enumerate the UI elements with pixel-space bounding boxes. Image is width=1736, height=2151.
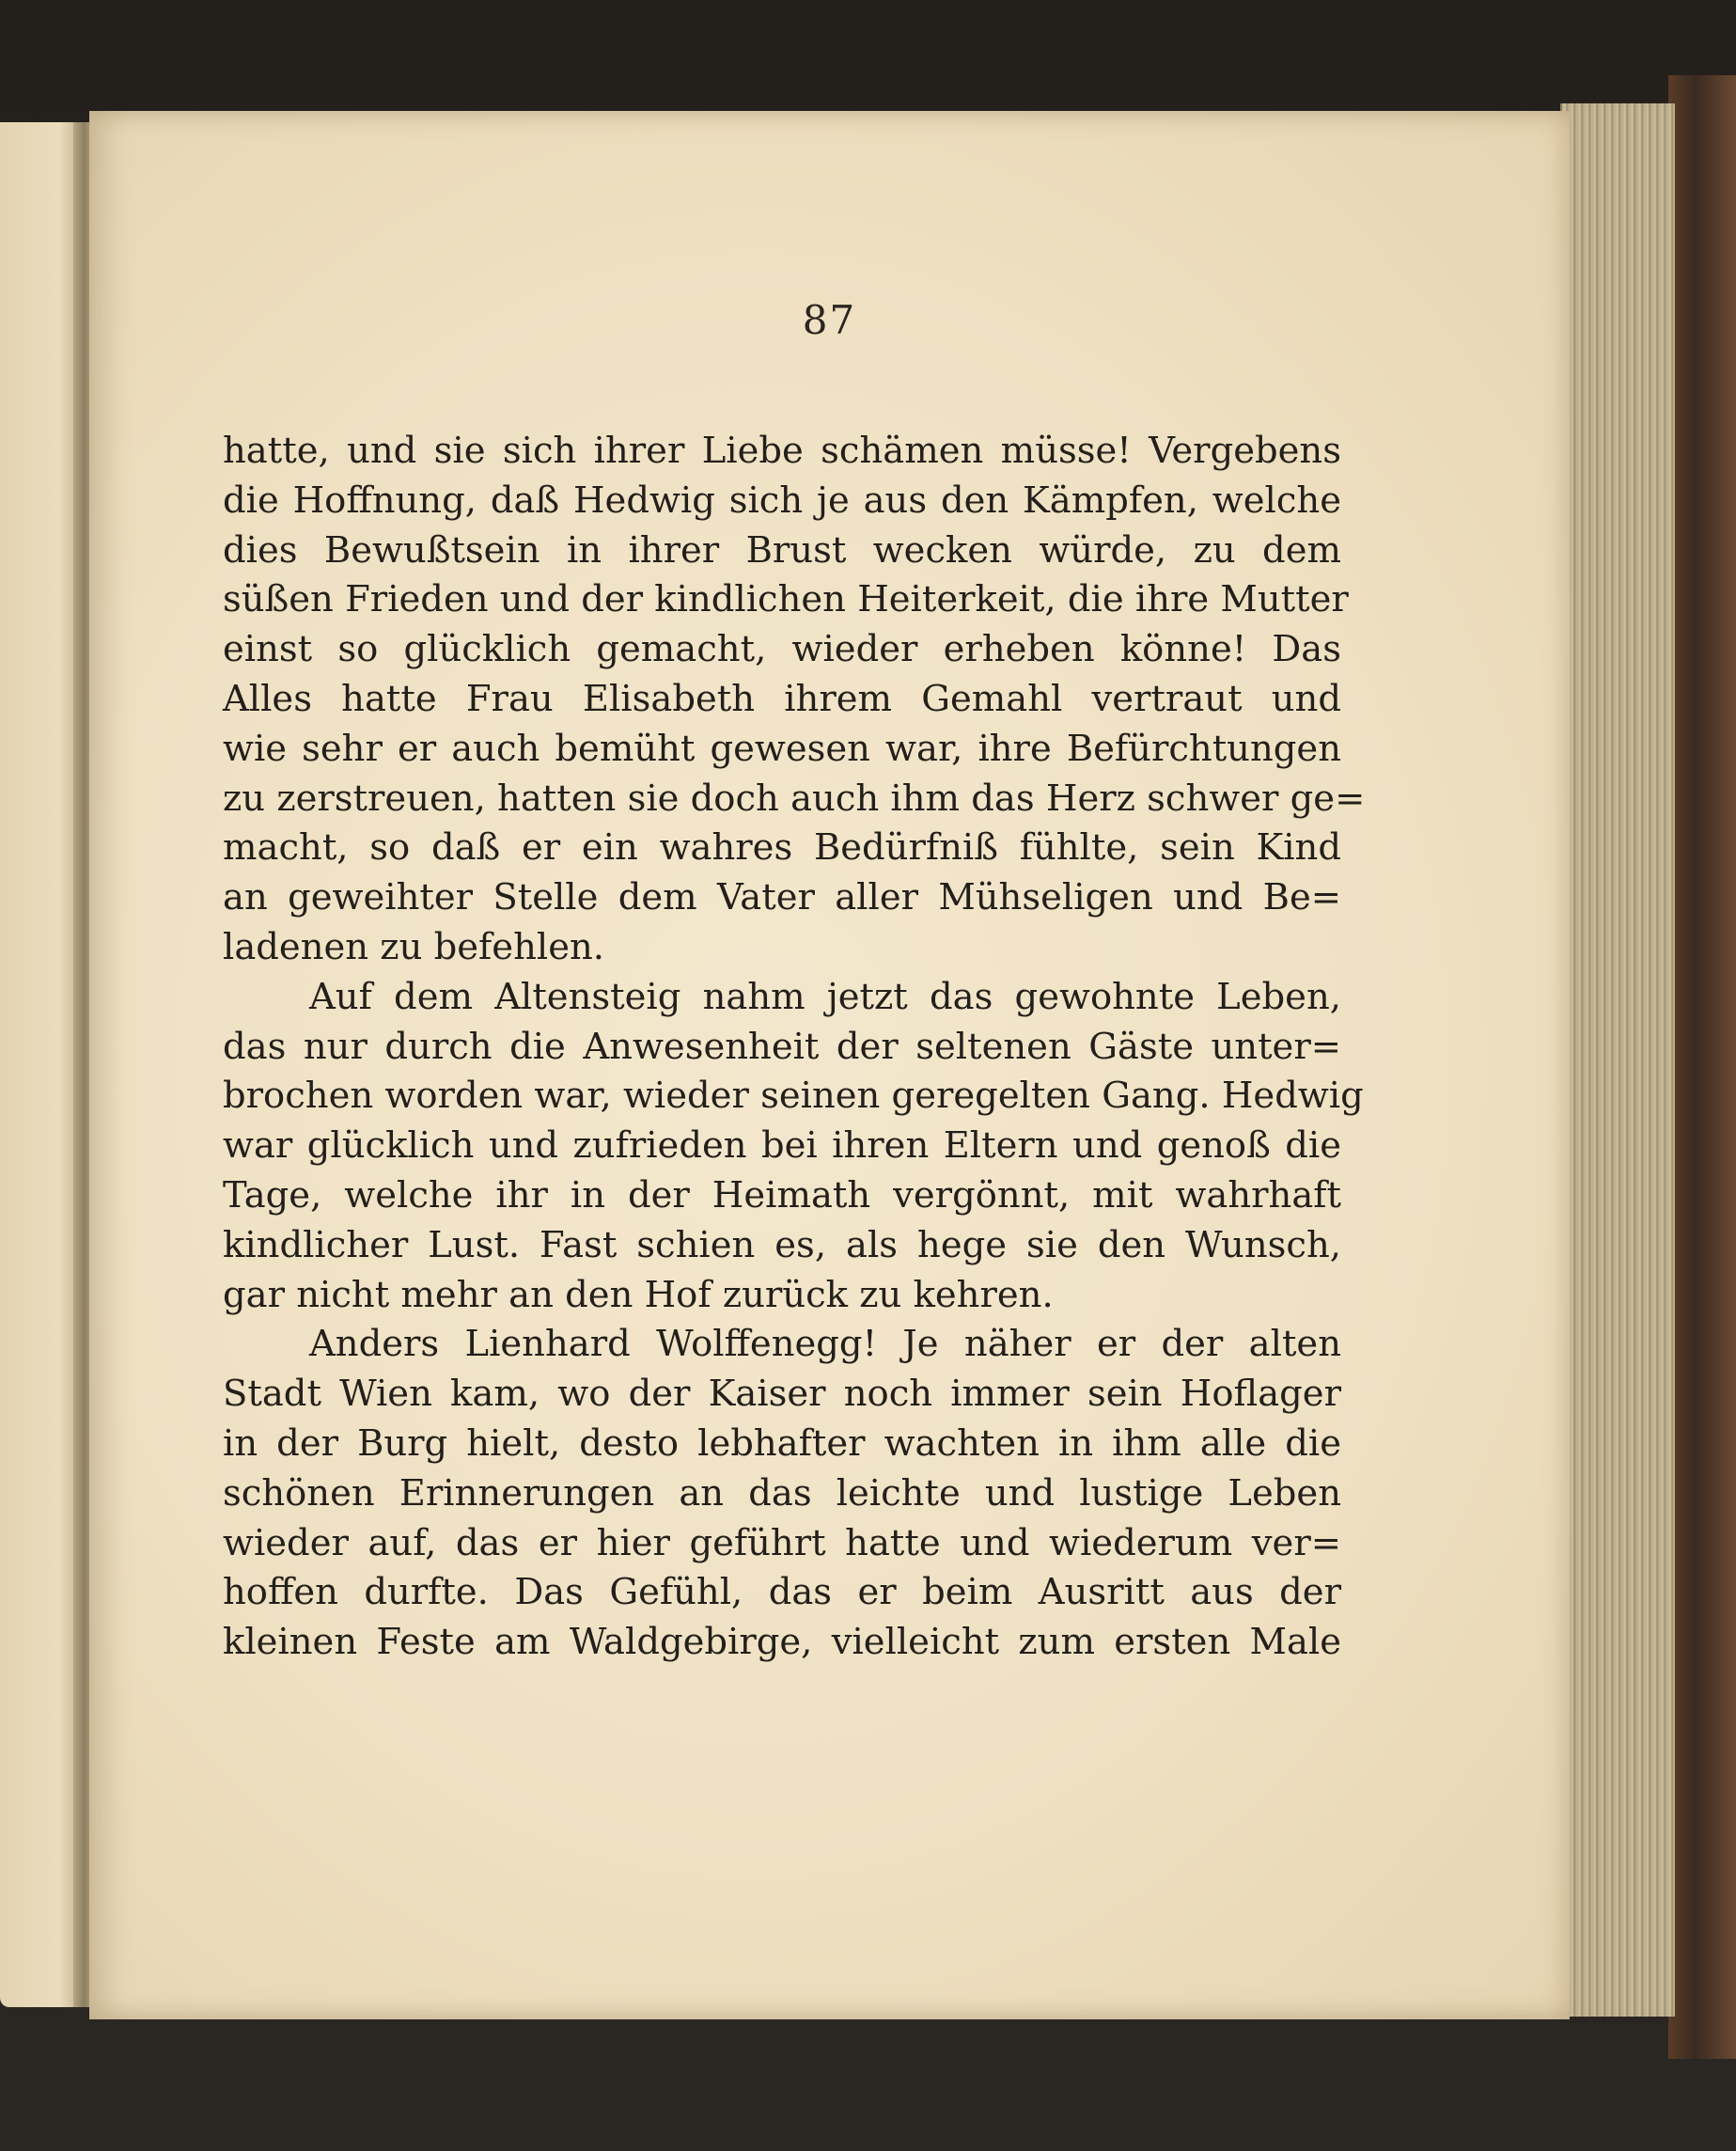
text-line: in der Burg hielt, desto lebhafter wachten in ihm alle die [223,1421,1341,1465]
text-line: Tage, welche ihr in der Heimath vergönnt, mit wahrhaft [223,1173,1341,1217]
text-line: einst so glücklich gemacht, wieder erheben könne! Das [223,628,1341,671]
text-line: gar nicht mehr an den Hof zurück zu kehren. [223,1273,1054,1316]
page-block-edge [1560,103,1675,2017]
body-text [223,427,1366,1668]
text-line: zu zerstreuen, hatten sie doch auch ihm das Herz schwer ge= [223,777,1366,820]
text-line: Alles hatte Frau Elisabeth ihrem Gemahl vertraut und [223,677,1341,720]
text-line: kindlicher Lust. Fast schien es, als hege sie den Wunsch, [223,1223,1341,1266]
text-line: ladenen zu befehlen. [223,925,605,968]
text-line: an geweihter Stelle dem Vater aller Mühseligen und Be= [223,876,1341,919]
text-line: kleinen Feste am Waldgebirge, vielleicht zum ersten Male [223,1621,1341,1664]
text-line: hoffen durfte. Das Gefühl, das er beim Ausritt aus der [223,1571,1341,1614]
text-line: dies Bewußtsein in ihrer Brust wecken würde, zu dem [223,528,1341,572]
text-line: brochen worden war, wieder seinen geregelten Gang. Hedwig [223,1075,1364,1118]
book-cover-edge [1668,75,1736,2059]
text-line: hatte, und sie sich ihrer Liebe schämen müsse! Vergebens [223,430,1341,472]
book-page [89,111,1570,2019]
paragraph-start-line: Auf dem Altensteig nahm jetzt das gewohnte Leben, [309,975,1341,1018]
text-line: war glücklich und zufrieden bei ihren Eltern und genoß die [223,1124,1341,1168]
page-number: 87 [802,297,857,343]
text-line: Stadt Wien kam, wo der Kaiser noch immer sein Hoflager [223,1373,1341,1416]
text-line: macht, so daß er ein wahres Bedürfniß fühlte, sein Kind [223,826,1341,870]
previous-page-edge [0,122,85,2007]
text-line: wie sehr er auch bemüht gewesen war, ihre Befürchtungen [223,727,1341,770]
text-line: das nur durch die Anwesenheit der seltenen Gäste unter= [223,1025,1341,1068]
text-line: die Hoffnung, daß Hedwig sich je aus den Kämpfen, welche [223,479,1341,522]
text-line: süßen Frieden und der kindlichen Heiterkeit, die ihre Mutter [223,578,1349,621]
text-line: wieder auf, das er hier geführt hatte und wiederum ver= [223,1521,1341,1564]
text-line: schönen Erinnerungen an das leichte und lustige Leben [223,1471,1341,1515]
paragraph-start-line: Anders Lienhard Wolffenegg! Je näher er der alten [309,1323,1341,1366]
